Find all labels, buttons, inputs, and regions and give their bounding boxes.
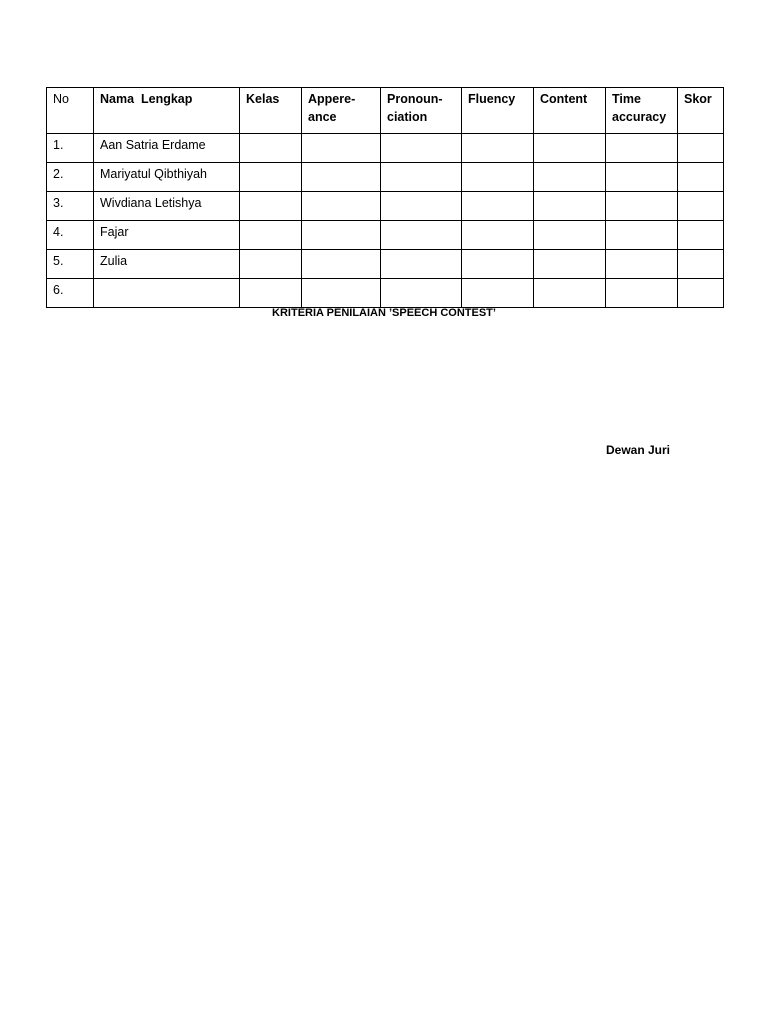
pronunciation-cell <box>381 163 462 192</box>
no-cell: 5. <box>47 250 94 279</box>
time-accuracy-cell <box>606 221 678 250</box>
time-accuracy-cell <box>606 279 678 308</box>
appearance-cell <box>302 192 381 221</box>
score-cell <box>678 221 724 250</box>
table-row <box>47 134 724 163</box>
table-row <box>47 221 724 250</box>
score-cell <box>678 134 724 163</box>
fluency-cell <box>462 163 534 192</box>
appearance-cell <box>302 163 381 192</box>
no-cell: 1. <box>47 134 94 163</box>
no-cell: 4. <box>47 221 94 250</box>
score-cell <box>678 192 724 221</box>
header-content: Content <box>534 88 606 134</box>
time-accuracy-cell <box>606 134 678 163</box>
class-cell <box>240 279 302 308</box>
header-class: Kelas <box>240 88 302 134</box>
fluency-cell <box>462 279 534 308</box>
name-cell: Zulia <box>94 250 240 279</box>
time-accuracy-cell <box>606 192 678 221</box>
class-cell <box>240 221 302 250</box>
header-fluency: Fluency <box>462 88 534 134</box>
name-cell: Fajar <box>94 221 240 250</box>
content-cell <box>534 134 606 163</box>
score-cell <box>678 279 724 308</box>
table-row <box>47 279 724 308</box>
pronunciation-cell <box>381 250 462 279</box>
fluency-cell <box>462 192 534 221</box>
no-cell: 6. <box>47 279 94 308</box>
name-cell <box>94 279 240 308</box>
no-cell: 3. <box>47 192 94 221</box>
content-cell <box>534 279 606 308</box>
class-cell <box>240 192 302 221</box>
score-cell <box>678 250 724 279</box>
no-cell: 2. <box>47 163 94 192</box>
header-time-accuracy: Time accuracy <box>606 88 678 134</box>
table-row <box>47 250 724 279</box>
header-pronunciation: Pronoun- ciation <box>381 88 462 134</box>
pronunciation-cell <box>381 192 462 221</box>
fluency-cell <box>462 250 534 279</box>
content-cell <box>534 221 606 250</box>
header-no: No <box>47 88 94 134</box>
class-cell <box>240 163 302 192</box>
score-cell <box>678 163 724 192</box>
header-row <box>47 88 724 134</box>
appearance-cell <box>302 134 381 163</box>
fluency-cell <box>462 134 534 163</box>
class-cell <box>240 250 302 279</box>
header-appearance: Appere- ance <box>302 88 381 134</box>
name-cell: Wivdiana Letishya <box>94 192 240 221</box>
table-caption: KRITERIA PENILAIAN ’SPEECH CONTEST’ <box>272 307 496 319</box>
table-row <box>47 192 724 221</box>
class-cell <box>240 134 302 163</box>
content-cell <box>534 192 606 221</box>
jury-signature-label: Dewan Juri <box>606 443 671 457</box>
table-row <box>47 163 724 192</box>
appearance-cell <box>302 221 381 250</box>
pronunciation-cell <box>381 279 462 308</box>
pronunciation-cell <box>381 221 462 250</box>
header-score: Skor <box>678 88 724 134</box>
time-accuracy-cell <box>606 163 678 192</box>
name-cell: Aan Satria Erdame <box>94 134 240 163</box>
time-accuracy-cell <box>606 250 678 279</box>
header-full-name: Nama Lengkap <box>94 88 240 134</box>
appearance-cell <box>302 250 381 279</box>
content-cell <box>534 163 606 192</box>
scoring-table <box>46 87 724 308</box>
content-cell <box>534 250 606 279</box>
name-cell: Mariyatul Qibthiyah <box>94 163 240 192</box>
appearance-cell <box>302 279 381 308</box>
pronunciation-cell <box>381 134 462 163</box>
fluency-cell <box>462 221 534 250</box>
